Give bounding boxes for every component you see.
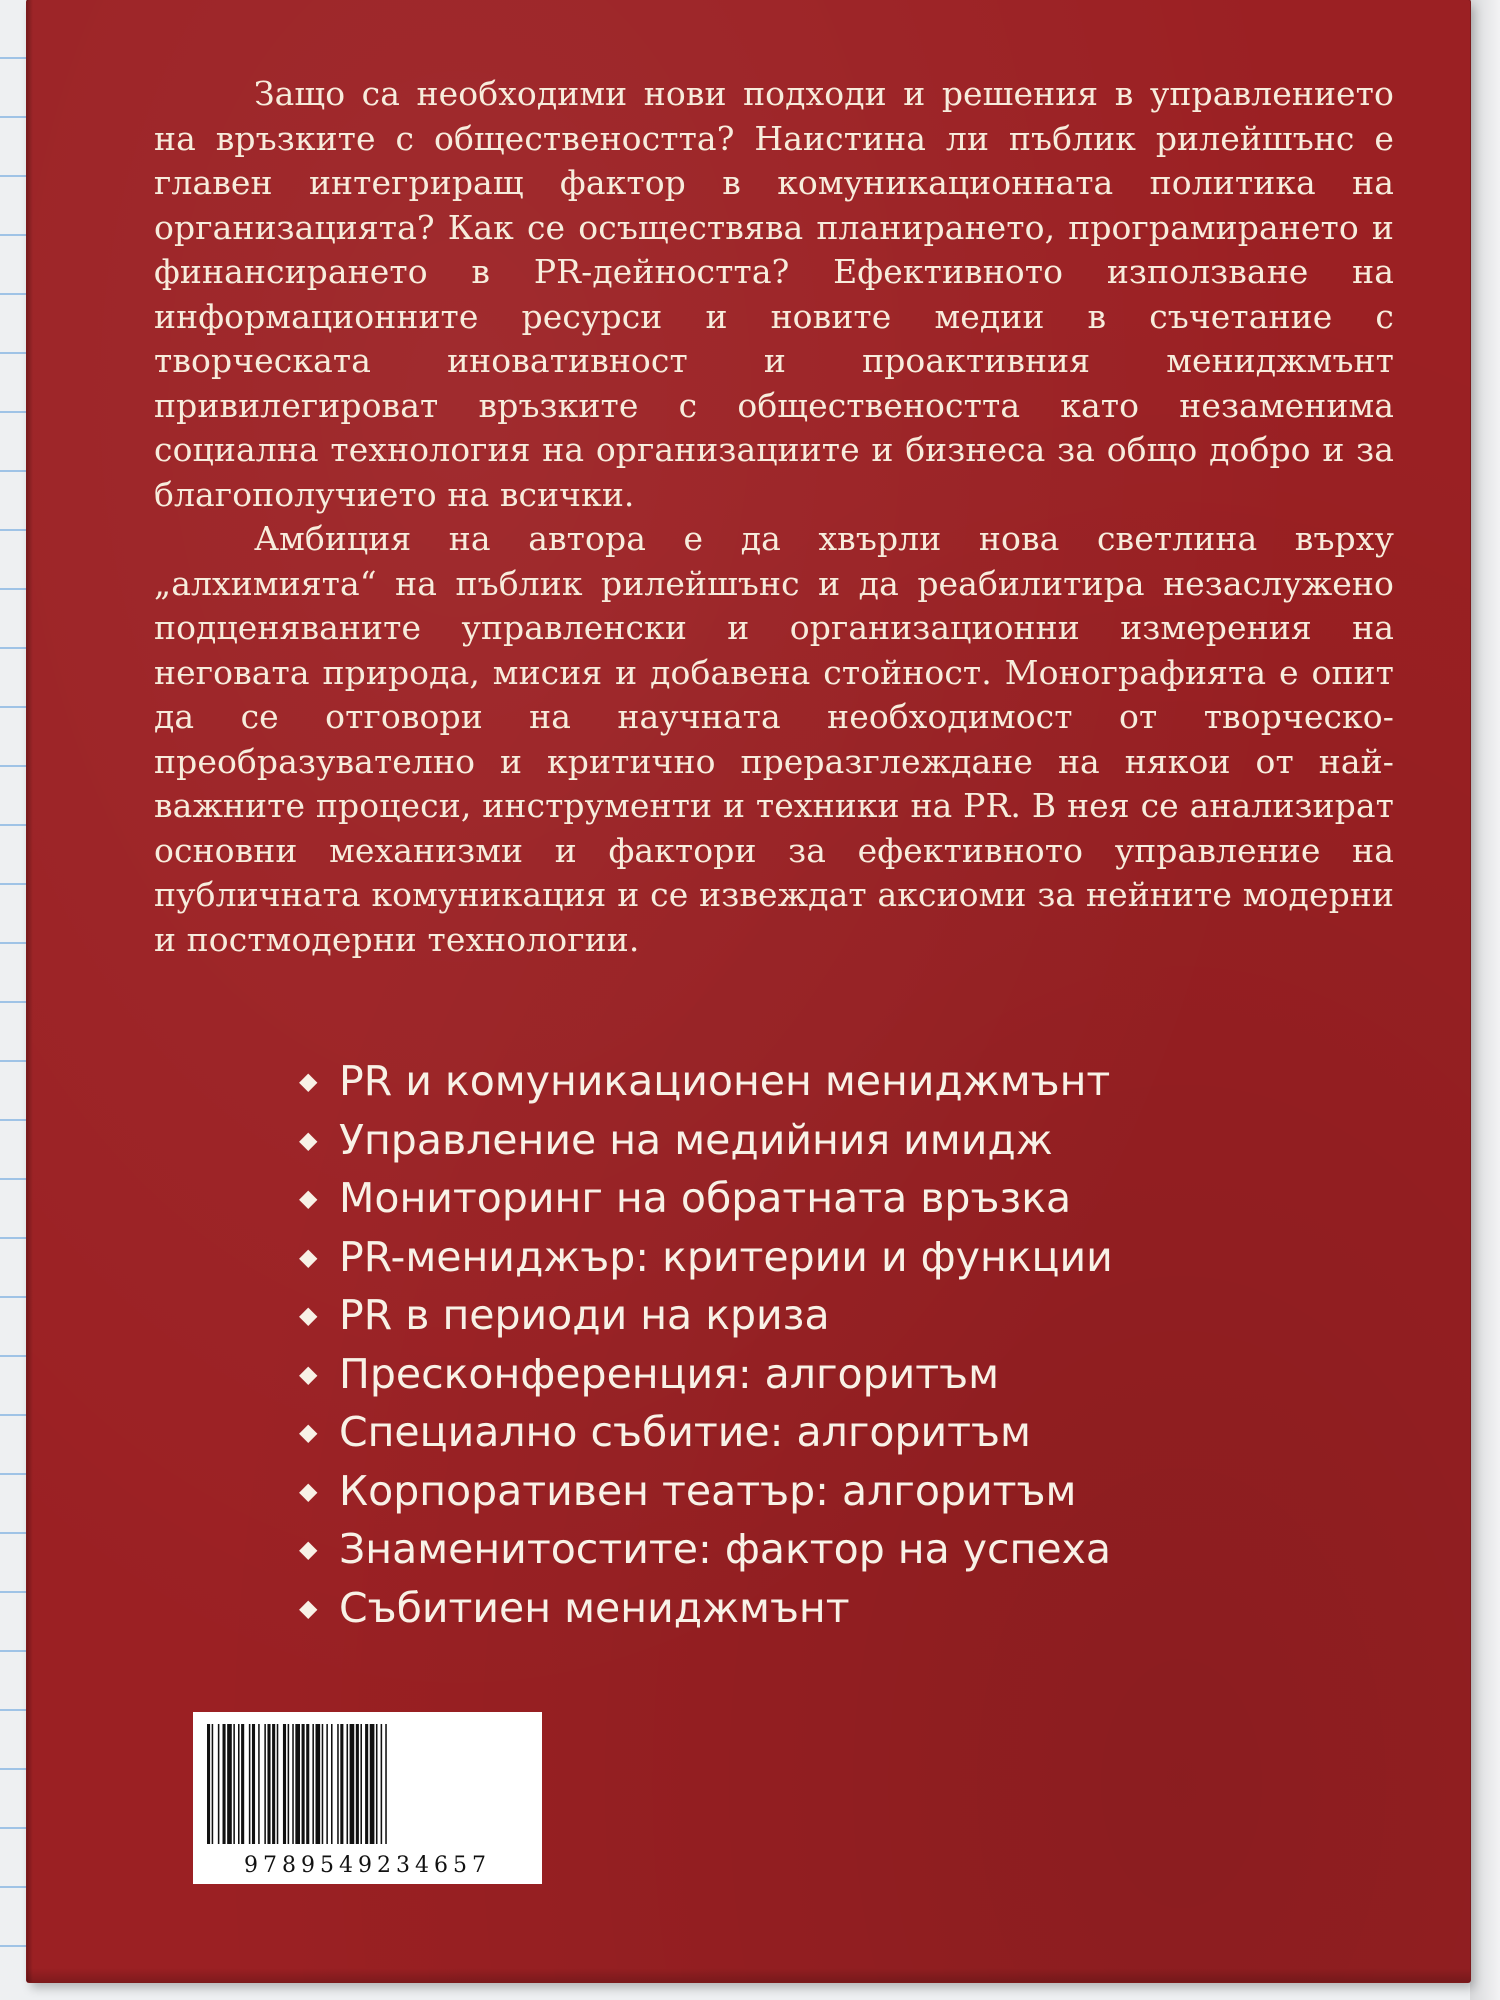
topic-item	[299, 1403, 1299, 1462]
barcode-bars-graphic	[207, 1724, 528, 1844]
diamond-bullet-icon: ◆	[299, 1418, 318, 1446]
diamond-bullet-icon: ◆	[299, 1593, 318, 1622]
topic-item	[299, 1169, 1299, 1228]
diamond-bullet-icon: ◆	[299, 1125, 318, 1154]
topic-item	[299, 1579, 1299, 1638]
topic-label: Управление на медийния имидж	[339, 1115, 1053, 1164]
diamond-bullet-icon: ◆	[299, 1476, 318, 1505]
blurb-paragraph-2: Амбиция на автора е да хвърли нова светлина върху „алхимията“ на пъблик рилейшънс и да реабилитира незаслужено подценяваните управленски и организационни измерения на неговата природа, мисия и добавена стойност. Монографията е опит да се отговори на научната необходимост от творческо-преобразувателно и критично преразглеждане на някои от най-важните процеси, инструменти и техники на PR. В нея се анализират основни механизми и фактори за ефективното управление на публичната комуникация и се извеждат аксиоми за нейните модерни и постмодерни технологии.	[154, 519, 1394, 959]
topic-label: PR в периоди на криза	[339, 1291, 830, 1339]
topic-item	[299, 1286, 1299, 1345]
topic-label: Корпоративен театър: алгоритъм	[339, 1466, 1077, 1515]
diamond-bullet-icon: ◆	[299, 1535, 318, 1563]
topic-label: Мониторинг на обратната връзка	[339, 1174, 1072, 1222]
isbn-barcode	[193, 1712, 542, 1884]
topic-label: Събитиен мениджмънт	[339, 1583, 850, 1632]
topic-label: PR и комуникационен мениджмънт	[339, 1057, 1111, 1105]
cover-edge-shadow	[27, 0, 33, 1982]
diamond-bullet-icon: ◆	[299, 1359, 318, 1388]
isbn-number: 9789549234657	[244, 1853, 491, 1878]
topic-label: Пресконференция: алгоритъм	[339, 1349, 1000, 1398]
topic-label: Знаменитостите: фактор на успеха	[339, 1525, 1111, 1573]
diamond-bullet-icon: ◆	[299, 1242, 318, 1271]
topic-item	[299, 1520, 1299, 1579]
diamond-bullet-icon: ◆	[299, 1184, 318, 1212]
blurb-text	[154, 72, 1394, 962]
diamond-bullet-icon: ◆	[299, 1067, 318, 1095]
diamond-bullet-icon: ◆	[299, 1301, 318, 1329]
notebook-paper-edge	[1470, 0, 1500, 2000]
topic-item	[299, 1462, 1299, 1521]
topic-item	[299, 1052, 1299, 1111]
topics-list	[299, 1052, 1299, 1637]
topic-label: Специално събитие: алгоритъм	[339, 1408, 1031, 1456]
topic-item	[299, 1345, 1299, 1404]
blurb-paragraph-1: Защо са необходими нови подходи и решения в управлението на връзките с обществеността? Наистина ли пъблик рилейшънс е главен интегриращ фактор в комуникационната политика на организацията? Как се осъществява планирането, програмирането и финансирането в PR-дейността? Ефективното използване на информационните ресурси и новите медии в съчетание с творческата иновативност и проактивния мениджмънт привилегироват връзките с обществеността като незаменима социална технология на организациите и бизнеса за общо добро и за благополучието на всички.	[154, 74, 1394, 514]
topic-item	[299, 1228, 1299, 1287]
cover-bottom-shadow	[27, 1968, 1470, 1982]
book-back-cover	[27, 0, 1470, 1982]
topic-label: PR-мениджър: критерии и функции	[339, 1232, 1113, 1281]
topic-item	[299, 1111, 1299, 1170]
